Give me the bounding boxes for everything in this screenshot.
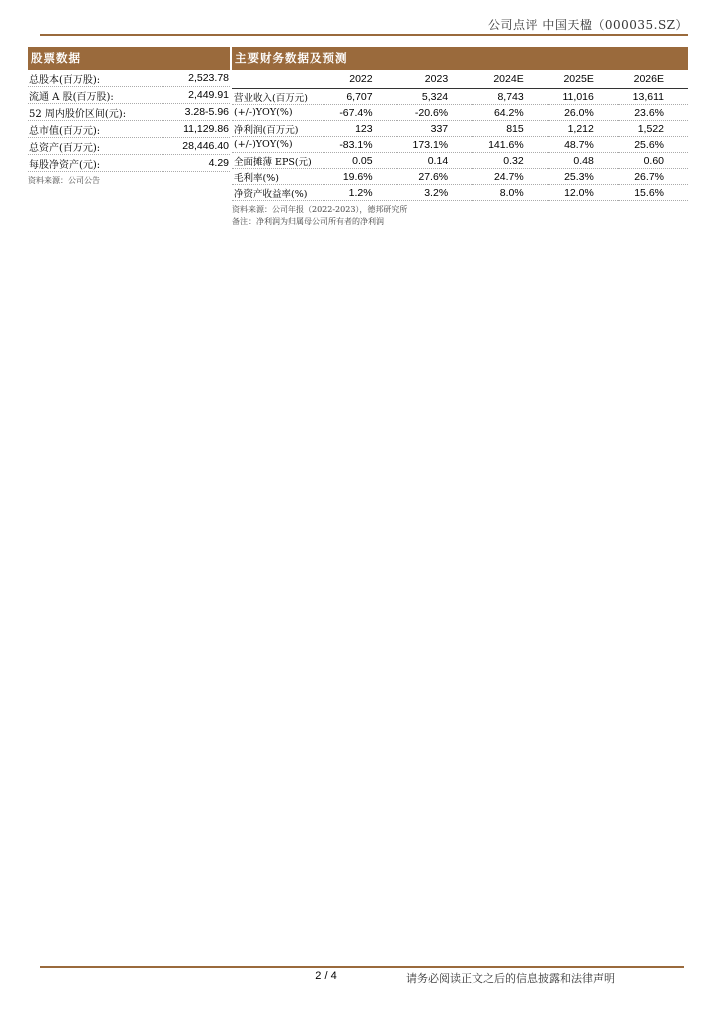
table-cell: 11,016 [548,89,618,105]
row-label: 毛利率(%) [232,169,324,185]
disclaimer-text: 请务必阅读正文之后的信息披露和法律声明 [406,972,615,985]
table-cell: 815 [472,121,548,137]
table-cell: 25.6% [618,137,688,153]
table-row [232,89,688,105]
row-label: (+/-)YOY(%) [232,137,324,153]
table-cell: 24.7% [472,169,548,185]
row-label: 营业收入(百万元) [232,89,324,105]
row-value: 11,129.86 [163,121,230,138]
table-cell: 0.05 [324,153,397,169]
column-header [232,70,324,89]
column-header: 2024E [472,70,548,89]
table-cell: 6,707 [324,89,397,105]
table-cell: 25.3% [548,169,618,185]
financials-table [232,70,688,201]
report-header-title: 公司点评 中国天楹（000035.SZ） [488,18,688,32]
table-cell: 23.6% [618,105,688,121]
table-cell: 48.7% [548,137,618,153]
row-label: 每股净资产(元): [28,155,163,172]
table-row [232,105,688,121]
table-row [232,137,688,153]
header-divider [40,34,688,36]
table-cell: 0.32 [472,153,548,169]
row-label: 总市值(百万元): [28,121,163,138]
row-value: 2,523.78 [163,70,230,87]
table-row [28,155,230,172]
table-cell: 0.48 [548,153,618,169]
stock-data-source: 资料来源：公司公告 [28,176,100,185]
financials-remark: 备注：净利润为归属母公司所有者的净利润 [232,217,384,226]
table-cell: 337 [397,121,473,137]
row-label: 净利润(百万元) [232,121,324,137]
row-label: (+/-)YOY(%) [232,105,324,121]
table-row [232,169,688,185]
table-cell: 173.1% [397,137,473,153]
table-cell: 8,743 [472,89,548,105]
column-header: 2023 [397,70,473,89]
row-label: 总资产(百万元): [28,138,163,155]
table-cell: 141.6% [472,137,548,153]
column-header: 2025E [548,70,618,89]
table-cell: 15.6% [618,185,688,201]
page-number: 2 / 4 [315,970,337,982]
financials-source: 资料来源：公司年报（2022-2023），德邦研究所 [232,205,408,214]
footer-divider [40,966,684,968]
table-cell: 0.60 [618,153,688,169]
table-cell: 1,212 [548,121,618,137]
financials-panel [232,47,688,228]
row-value: 2,449.91 [163,87,230,104]
table-cell: 1,522 [618,121,688,137]
table-cell: 26.0% [548,105,618,121]
stock-data-title: 股票数据 [28,47,230,70]
table-row [28,70,230,87]
row-label: 全面摊薄 EPS(元) [232,153,324,169]
financials-title: 主要财务数据及预测 [232,47,688,70]
table-cell: 26.7% [618,169,688,185]
column-header: 2022 [324,70,397,89]
row-value: 28,446.40 [163,138,230,155]
row-label: 52 周内股价区间(元): [28,104,163,121]
row-label: 净资产收益率(%) [232,185,324,201]
table-cell: -20.6% [397,105,473,121]
table-row [28,121,230,138]
table-cell: 3.2% [397,185,473,201]
table-cell: 8.0% [472,185,548,201]
table-header-row [232,70,688,89]
table-row [232,153,688,169]
row-label: 总股本(百万股): [28,70,163,87]
table-row [28,87,230,104]
table-row [232,185,688,201]
table-cell: 1.2% [324,185,397,201]
stock-data-table [28,70,230,172]
table-cell: 64.2% [472,105,548,121]
table-cell: -67.4% [324,105,397,121]
row-value: 3.28-5.96 [163,104,230,121]
table-row [232,121,688,137]
table-cell: 123 [324,121,397,137]
table-cell: 19.6% [324,169,397,185]
table-cell: 0.14 [397,153,473,169]
table-row [28,138,230,155]
column-header: 2026E [618,70,688,89]
row-value: 4.29 [163,155,230,172]
table-cell: 5,324 [397,89,473,105]
table-row [28,104,230,121]
stock-data-panel [28,47,230,187]
row-label: 流通 A 股(百万股): [28,87,163,104]
table-cell: 27.6% [397,169,473,185]
table-cell: 12.0% [548,185,618,201]
table-cell: 13,611 [618,89,688,105]
table-cell: -83.1% [324,137,397,153]
